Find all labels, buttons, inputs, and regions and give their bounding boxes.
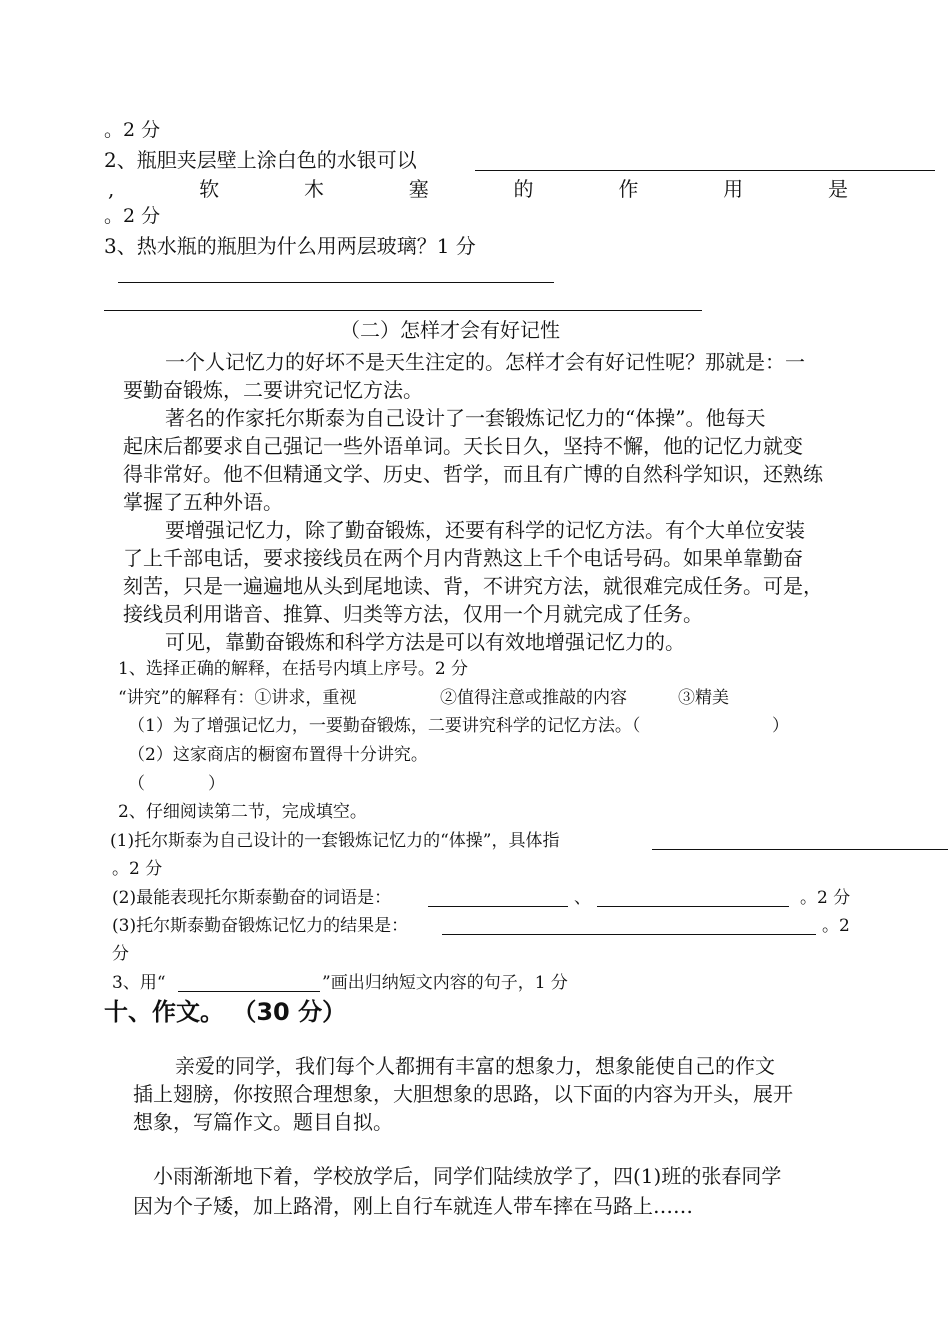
spread-char: 作: [618, 177, 639, 201]
answer-blank-2a[interactable]: [475, 170, 935, 171]
question-2-spread-line: [108, 179, 848, 199]
definition-1: “讲究”的解释有：①讲求，重视: [118, 688, 357, 708]
question-2-item-2: (2)最能表现托尔斯泰勤奋的词语是：: [112, 888, 392, 908]
question-2-item-1: (1)托尔斯泰为自己设计的一套锻炼记忆力的“体操”，具体指: [110, 831, 560, 851]
spread-char: 塞: [408, 177, 429, 201]
question-1-item-2: （2）这家商店的橱窗布置得十分讲究。: [128, 745, 428, 765]
bracket-close: ）: [208, 774, 225, 794]
composition-opening-line: 因为个子矮，加上路滑，刚上自行车就连人带车摔在马路上……: [133, 1194, 693, 1218]
spread-char: 的: [513, 177, 534, 201]
composition-heading: 十、作文。 （30 分）: [104, 998, 347, 1026]
answer-blank[interactable]: [178, 991, 320, 992]
answer-blank[interactable]: [597, 906, 789, 907]
passage-line: 得非常好。他不但精通文学、历史、哲学，而且有广博的自然科学知识，还熟练: [123, 462, 823, 486]
answer-line-3b[interactable]: [104, 310, 702, 311]
question-1-prompt: 1、选择正确的解释，在括号内填上序号。2 分: [118, 659, 469, 679]
fill-end: 。2 分: [800, 888, 851, 908]
answer-blank[interactable]: [442, 934, 816, 935]
question-3-suffix: ”画出归纳短文内容的句子，1 分: [322, 973, 568, 993]
answer-blank[interactable]: [652, 849, 948, 850]
question-2-item-3: (3)托尔斯泰勤奋锻炼记忆力的结果是：: [112, 916, 409, 936]
passage-line: 一个人记忆力的好坏不是天生注定的。怎样才会有好记性呢？那就是：一: [165, 350, 805, 374]
spread-char: ,: [108, 177, 115, 201]
question-2-prompt: 2、仔细阅读第二节，完成填空。: [118, 802, 367, 822]
fill-end: 。2 分: [112, 859, 163, 879]
fill-end: 分: [112, 944, 129, 964]
answer-line-3a[interactable]: [118, 282, 554, 283]
composition-intro-line: 想象，写篇作文。题目自拟。: [133, 1110, 393, 1134]
passage-title: （二）怎样才会有好记性: [340, 318, 560, 342]
passage-line: 了上千部电话，要求接线员在两个月内背熟这上千个电话号码。如果单靠勤奋: [123, 546, 803, 570]
bracket-open: （: [128, 774, 145, 794]
passage-line: 著名的作家托尔斯泰为自己设计了一套锻炼记忆力的“体操”。他每天: [165, 406, 766, 430]
spread-char: 软: [199, 177, 220, 201]
composition-opening-line: 小雨渐渐地下着，学校放学后，同学们陆续放学了，四(1)班的张春同学: [153, 1164, 782, 1188]
spread-char: 是: [827, 177, 848, 201]
fill-end-line-2: 。2 分: [104, 205, 161, 227]
question-3-prefix: 3、用“: [112, 973, 166, 993]
question-2-text: 2、瓶胆夹层壁上涂白色的水银可以: [104, 148, 417, 172]
passage-line: 可见，靠勤奋锻炼和科学方法是可以有效地增强记忆力的。: [165, 630, 685, 654]
answer-blank[interactable]: [428, 906, 568, 907]
passage-line: 起床后都要求自己强记一些外语单词。天长日久，坚持不懈，他的记忆力就变: [123, 434, 803, 458]
passage-line: 刻苦，只是一遍遍地从头到尾地读、背，不讲究方法，就很难完成任务。可是，: [123, 574, 823, 598]
composition-intro-line: 亲爱的同学，我们每个人都拥有丰富的想象力，想象能使自己的作文: [175, 1054, 775, 1078]
bracket-close: ）: [772, 716, 789, 736]
passage-line: 掌握了五种外语。: [123, 490, 283, 514]
definition-2: ②值得注意或推敲的内容: [440, 688, 627, 708]
definition-3: ③精美: [678, 688, 729, 708]
spread-char: 木: [303, 177, 324, 201]
fill-end: 。2: [822, 916, 850, 936]
question-3-text: 3、热水瓶的瓶胆为什么用两层玻璃？1 分: [104, 234, 476, 258]
passage-line: 接线员利用谐音、推算、归类等方法，仅用一个月就完成了任务。: [123, 602, 703, 626]
passage-line: 要增强记忆力，除了勤奋锻炼，还要有科学的记忆方法。有个大单位安装: [165, 518, 805, 542]
passage-line: 要勤奋锻炼，二要讲究记忆方法。: [123, 378, 423, 402]
spread-char: 用: [723, 177, 744, 201]
composition-intro-line: 插上翅膀，你按照合理想象，大胆想象的思路，以下面的内容为开头，展开: [133, 1082, 793, 1106]
question-1-item-1: （1）为了增强记忆力，一要勤奋锻炼，二要讲究科学的记忆方法。（: [128, 716, 641, 736]
fill-end-line-1: 。2 分: [104, 119, 161, 141]
separator: 、: [574, 888, 591, 908]
